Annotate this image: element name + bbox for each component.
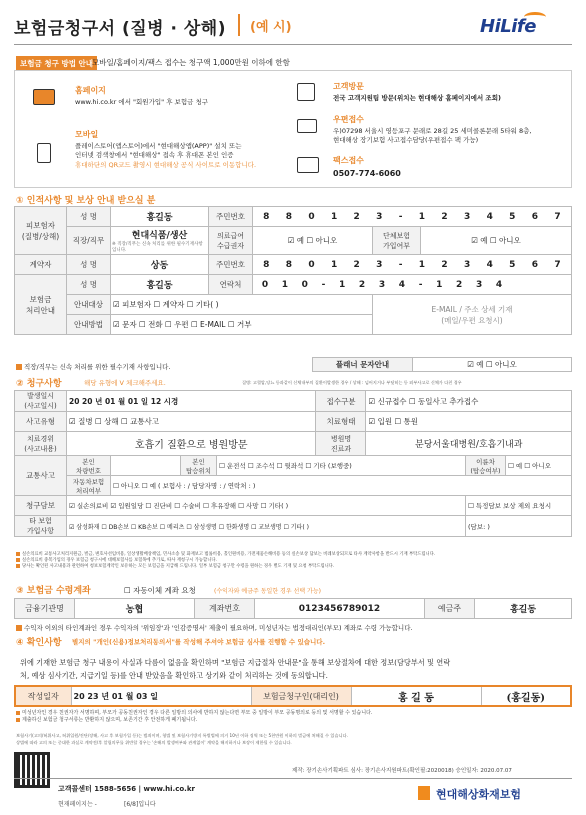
course-label: 치료경위 (사고내용) <box>15 432 67 456</box>
insured-rrn-digit: 1 <box>418 211 426 222</box>
insured-rrn <box>253 207 572 227</box>
receiver-phone-digit: - <box>321 279 326 290</box>
receiver-name: 홍길동 <box>111 275 209 295</box>
section-2-title: ② 청구사항 <box>16 379 62 389</box>
incident-date: 20 20 년 01 월 01 일 12 시경 <box>67 391 316 412</box>
receiver-group-label: 보험금 처리안내 <box>15 275 67 335</box>
contractor-name-label: 성 명 <box>67 255 111 275</box>
receiver-phone-label: 연락처 <box>209 275 253 295</box>
group-insurance-options[interactable]: ☑ 예 ☐ 아니오 <box>421 227 572 255</box>
contractor-rrn-digit: 6 <box>531 259 539 270</box>
fax-number: 0507-774-6060 <box>333 169 401 178</box>
contractor-group-label: 계약자 <box>15 255 67 275</box>
s2-notes <box>16 551 572 569</box>
page-number: [6/8]입니다 <box>124 801 156 808</box>
auto-transfer-note: (수익자와 예금주 동일한 경우 선택 가능) <box>214 588 321 595</box>
homepage-title: 홈페이지 <box>75 86 106 95</box>
treatment-label: 치료형태 <box>316 412 366 432</box>
insured-rrn-digit: 8 <box>285 211 293 222</box>
insured-rrn-digit: 4 <box>486 211 493 222</box>
call-center: 고객콜센터 1588-5656 | www.hi.co.kr <box>58 785 195 793</box>
hospital: 분당서울대병원/호흡기내과 <box>366 432 572 456</box>
contractor-rrn-digit: - <box>398 259 403 270</box>
contractor-rrn-digit: 2 <box>441 259 448 270</box>
receiver-phone-digit: 3 <box>378 279 386 290</box>
logo-swoosh-icon <box>524 12 546 22</box>
receiver-phone-digit: 4 <box>398 279 406 290</box>
car-number[interactable] <box>111 456 181 476</box>
two-wheeler-label: 이륜차 (탑승여부) <box>466 456 506 476</box>
owner: 홍길동 <box>475 599 572 619</box>
monitor-icon <box>33 89 55 105</box>
mobile-title: 모바일 <box>75 130 99 139</box>
date-label: 발생일시 (사고일시) <box>15 391 67 412</box>
owner-label: 예금주 <box>425 599 475 619</box>
method-text: 모바일/홈페이지/팩스 접수는 청구액 1,000만원 이하에 한함 <box>92 58 290 67</box>
account-number: 0123456789012 <box>255 599 425 619</box>
legal-note-2: 상법에 따라 고의 또는 중대한 과실로 계약전/후 알릴의무를 위반할 경우는 '손해의 발생여부와 관계없이' 계약을 해지하거나 보장이 제한될 수 있습니다. <box>16 740 292 745</box>
contractor-rrn-digit: 0 <box>308 259 315 270</box>
sign-date: 20 23 년 01 월 03 일 <box>71 686 251 706</box>
target-label: 안내대상 <box>67 295 111 315</box>
planner-options[interactable]: ☑ 예 ☐ 아니오 <box>413 358 572 372</box>
bank: 농협 <box>75 599 195 619</box>
visit-person-icon <box>297 83 315 101</box>
receiver-phone-digit: 0 <box>301 279 308 290</box>
account-number-label: 계좌번호 <box>195 599 255 619</box>
claimant-label: 보험금청구인(대리인) <box>251 686 351 706</box>
insured-group-label: 피보험자 (질병/상해) <box>15 207 67 255</box>
section-3-title: ③ 보험금 수령계좌 <box>16 586 91 596</box>
homepage-desc: www.hi.co.kr 에서 "회원가입" 후 보험금 청구 <box>75 98 209 106</box>
contractor-rrn-digit: 1 <box>330 259 338 270</box>
receiver-phone-digit: 1 <box>436 279 443 290</box>
section-2-note: 질병: 고혈압,당뇨 등과같이 신체내부의 질환이발생한 경우 / 상해 : 넘어지거나 부딪히는 등 외부사고로 신체가 다친 경우 <box>242 380 462 385</box>
account-table <box>14 598 572 619</box>
treatment-options[interactable]: ☑ 입원 ☐ 통원 <box>366 412 572 432</box>
page-label: 현재페이지는 - <box>58 801 97 808</box>
title-divider <box>238 14 240 36</box>
car-insurance-options[interactable]: ☐ 아니오 ☐ 예 ( 보험사 : / 담당자명 : / 연락처 : ) <box>111 476 572 496</box>
qr-code-icon[interactable] <box>14 752 50 788</box>
insured-rrn-digit: 5 <box>509 211 516 222</box>
production-info: 제작: 장기손사기획파트 심사: 장기손사지원파트(확인필:2020018) 승인일자: 2020.07.07 <box>292 768 512 774</box>
contractor-rrn-digit: 1 <box>418 259 426 270</box>
insured-rrn-label: 주민번호 <box>209 207 253 227</box>
visit-desc: 전국 고객지원팀 방문(위치는 현대해상 홈페이지에서 조회) <box>333 94 501 102</box>
insured-rrn-digit: - <box>398 211 403 222</box>
other-insurance-options[interactable]: ☑ 삼성화재 ☐ DB손보 ☐ KB손보 ☐ 메리츠 ☐ 삼성생명 ☐ 한화생명 ☐ 교보생명 ☐ 기타( ) <box>67 516 466 537</box>
post-title: 우편접수 <box>333 115 364 124</box>
sign-table <box>14 685 572 707</box>
mobile-desc-3: 휴대하단의 QR코드 촬영시 현대해상 공식 사이트로 이동합니다. <box>75 161 257 169</box>
contractor-rrn-digit: 8 <box>263 259 270 270</box>
insured-rrn-digit: 3 <box>376 211 383 222</box>
claimant-name: 홍 길 동 <box>351 686 481 706</box>
planner-label: 플래너 문자안내 <box>313 358 413 372</box>
auto-transfer-option[interactable]: ☐ 자동이체 계좌 요청 <box>124 586 196 595</box>
coverage-options[interactable]: ☑ 실손의료비 ☑ 입원일당 ☐ 진단비 ☐ 수술비 ☐ 후유장해 ☐ 사망 ☐ 기타( ) <box>67 496 466 516</box>
header-rule <box>14 44 572 45</box>
sign-date-label: 작성일자 <box>15 686 71 706</box>
method-label: 안내방법 <box>67 315 111 335</box>
page-title: 보험금청구서 (질병 · 상해) <box>14 19 226 39</box>
insured-rrn-digit: 1 <box>330 211 338 222</box>
method-options[interactable]: ☑ 문자 ☐ 전화 ☐ 우편 ☐ E-MAIL ☐ 거부 <box>111 315 373 335</box>
section-1-title: ① 인적사항 및 보상 안내 받으실 분 <box>16 196 156 206</box>
claimant-signature: (홍길동) <box>481 686 571 706</box>
bank-label: 금융기관명 <box>15 599 75 619</box>
mobile-desc-2: 인터넷 검색창에서 "현대해상" 접속 후 휴대폰 본인 인증 <box>75 151 234 159</box>
coverage-label: 청구담보 <box>15 496 67 516</box>
insured-job-cell <box>111 227 209 255</box>
mobile-desc-1: 플레이스토어(앱스토어)에서 "현대해상앱(APP)" 설치 또는 <box>75 142 242 150</box>
confirm-body-1: 위에 기재한 보험금 청구 내용이 사실과 다름이 없음을 확인하며 "보험금 지급절차 안내문"을 통해 보상절차에 대한 정보(담당부서 및 연락 <box>20 658 451 667</box>
fax-icon <box>297 157 319 173</box>
s3-note: 수익자 이외의 타인계좌인 경우 수익자의 '위임장'과 '인감증명서' 제출이 필요하며, 미성년자는 법정대리인(부모) 계좌로 수령 가능합니다. <box>16 623 413 632</box>
s2-note-2: 실손의료비 중복가입의 경우 보험금 청구시에 대해보험사를 보험목에 추가로, 따사 재청구시 가능합니다. <box>16 557 572 563</box>
contractor-name: 상동 <box>111 255 209 275</box>
receiver-phone <box>253 275 572 295</box>
contractor-rrn <box>253 255 572 275</box>
receiver-name-label: 성 명 <box>67 275 111 295</box>
contractor-rrn-digit: 7 <box>554 259 561 270</box>
receiver-phone-digit: 2 <box>456 279 463 290</box>
s2-note-3: 당사는 확인된 사고내용과 관련하여 청보보험계약인 보유하는 모든 보험금을 지급해 드립니다. 일부 보험금 청구만 수령을 원하는 경우 별도 기재 및 요청 부탁드립니다. <box>16 563 572 569</box>
s1-note: 직장/직무는 신속 처리를 위한 필수기재 사항입니다. <box>16 362 170 371</box>
insured-rrn-digit: 0 <box>308 211 315 222</box>
contractor-rrn-label: 주민번호 <box>209 255 253 275</box>
email-hint-1: E-MAIL / 주소 상세 기재 <box>431 304 513 314</box>
receipt-options[interactable]: ☑ 신규접수 ☐ 동일사고 추가접수 <box>366 391 572 412</box>
s4-note-2: 제출하신 보험금 청구서류는 반환하지 않으며, 보존기간 후 안전하게 폐기됩니다. <box>16 716 572 723</box>
receiver-phone-digit: 0 <box>261 279 269 290</box>
insured-rrn-digit: 2 <box>441 211 448 222</box>
receiver-phone-digit: 4 <box>495 279 503 290</box>
visit-title: 고객방문 <box>333 82 364 91</box>
group-insurance-label: 단체보험 가입여부 <box>373 227 421 255</box>
insured-rrn-digit: 6 <box>531 211 539 222</box>
section-2-sub: 해당 유형에 V 체크해주세요. <box>84 379 166 387</box>
target-options[interactable]: ☑ 피보험자 ☐ 계약자 ☐ 기타( ) <box>111 295 373 315</box>
insured-rrn-digit: 7 <box>554 211 561 222</box>
company-logo-icon <box>418 786 430 800</box>
type-label: 사고유형 <box>15 412 67 432</box>
course: 호흡기 질환으로 병원방문 <box>67 432 316 456</box>
contractor-rrn-digit: 4 <box>486 259 493 270</box>
method-tag: 보험금 청구 방법 안내 <box>16 56 97 71</box>
mail-icon <box>297 119 317 133</box>
seat-options[interactable]: ☐ 운전석 ☐ 조수석 ☐ 뒷좌석 ☐ 기타 (보행중) <box>217 456 466 476</box>
receiver-phone-digit: 1 <box>281 279 289 290</box>
insured-rrn-digit: 8 <box>263 211 270 222</box>
other-insurance-coverage: (담보: ) <box>466 516 572 537</box>
receiver-phone-digit: 1 <box>339 279 346 290</box>
contractor-rrn-digit: 2 <box>353 259 360 270</box>
company-name: 현대해상화재보험 <box>436 788 522 801</box>
medical-aid-options[interactable]: ☑ 예 ☐ 아니오 <box>253 227 373 255</box>
post-desc-1: 우)07298 서울시 영등포구 문래로 28길 25 세미콜론문래 5타워 8층, <box>333 127 532 135</box>
section-4-sub: 별지의 "개인(신용)정보처리동의서"를 작성해 주셔야 보험금 심사를 진행할 수 있습니다. <box>72 638 326 646</box>
insured-job-note: ※ 직장/직무는 신속 처리를 위한 필수기재사항입니다. <box>112 242 203 253</box>
insured-rrn-digit: 3 <box>463 211 471 222</box>
insured-job: 현대식품/생산 <box>131 231 188 241</box>
receiver-phone-digit: 3 <box>475 279 483 290</box>
receiver-phone-digit: - <box>418 279 423 290</box>
example-label: (예 시) <box>250 20 292 35</box>
mobile-phone-icon <box>37 143 51 163</box>
contractor-rrn-digit: 5 <box>509 259 516 270</box>
insured-rrn-digit: 2 <box>353 211 360 222</box>
footer-rule <box>14 778 572 779</box>
legal-note-1: 보험사기(고의/허위사고, 허위입원/진단/장해, 사고 후 보험가입 등)는 범죄이며, 형법 및 보험사기방지 특별법에 의거 10년 이하 징역 또는 5천만원 이하의 벌금에 처해질 수 있습니다. <box>16 733 348 738</box>
email-hint-2: (메일/우편 요청시) <box>441 315 503 325</box>
post-desc-2: 현대해상 장기보험 사고접수담당(우편접수 팩 가능) <box>333 136 479 144</box>
s4-notes <box>16 709 572 723</box>
insured-table <box>14 206 572 335</box>
car-number-label: 본인 차량번호 <box>67 456 111 476</box>
channels-box <box>14 70 572 188</box>
car-insurance-label: 자동차보험 처리여부 <box>67 476 111 496</box>
confirm-body-2: 처, 예상 심사기간, 지급기일 등)를 안내 받았음을 확인하고 상기와 같이 처리하는 것에 동의합니다. <box>20 671 328 680</box>
hospital-label: 병원명 진료과 <box>316 432 366 456</box>
insured-job-label: 직장/직무 <box>67 227 111 255</box>
contractor-rrn-digit: 3 <box>376 259 383 270</box>
contractor-rrn-digit: 3 <box>463 259 471 270</box>
receiver-phone-digit: 2 <box>358 279 366 290</box>
other-insurance-label: 타 보험 가입사항 <box>15 516 67 537</box>
contractor-rrn-digit: 8 <box>285 259 293 270</box>
coverage-exclude[interactable]: ☐ 특정담보 보상 제외 요청시 <box>466 496 572 516</box>
s4-note-1: 미성년자인 경우 친권자가 서명하며, 부모가 공동친권자인 경우 다른 일방의 의사에 반하지 않는다면 부모 중 일방이 부모 공동명의로 등의 및 서명할 수 있습니다. <box>16 709 572 716</box>
planner-table <box>312 357 572 372</box>
medical-aid-label: 의료급여 수급권자 <box>209 227 253 255</box>
email-hint-cell <box>373 295 572 335</box>
traffic-label: 교통사고 <box>15 456 67 496</box>
claim-table <box>14 390 572 537</box>
s2-note-1: 실손의료비 교통사고처리지원금, 벌금, 변호사선임비용, 일상생활배상책임, 민사소송 및 화재보고 범률비용, 홀인원비용, 가전제품손해비용 등의 실손보상 담보는 비례보상되므로 타사 계약사항을 반드시 기재 부탁드립니다. <box>16 551 572 557</box>
insured-name: 홍길동 <box>111 207 209 227</box>
seat-label: 본인 탑승위치 <box>181 456 217 476</box>
receipt-label: 접수구분 <box>316 391 366 412</box>
insured-name-label: 성 명 <box>67 207 111 227</box>
type-options[interactable]: ☑ 질병 ☐ 상해 ☐ 교통사고 <box>67 412 316 432</box>
two-wheeler-options[interactable]: ☐ 예 ☐ 아니오 <box>506 456 572 476</box>
section-4-title: ④ 확인사항 <box>16 638 62 648</box>
hilife-logo: HiLife <box>480 16 536 37</box>
fax-title: 팩스접수 <box>333 156 364 165</box>
